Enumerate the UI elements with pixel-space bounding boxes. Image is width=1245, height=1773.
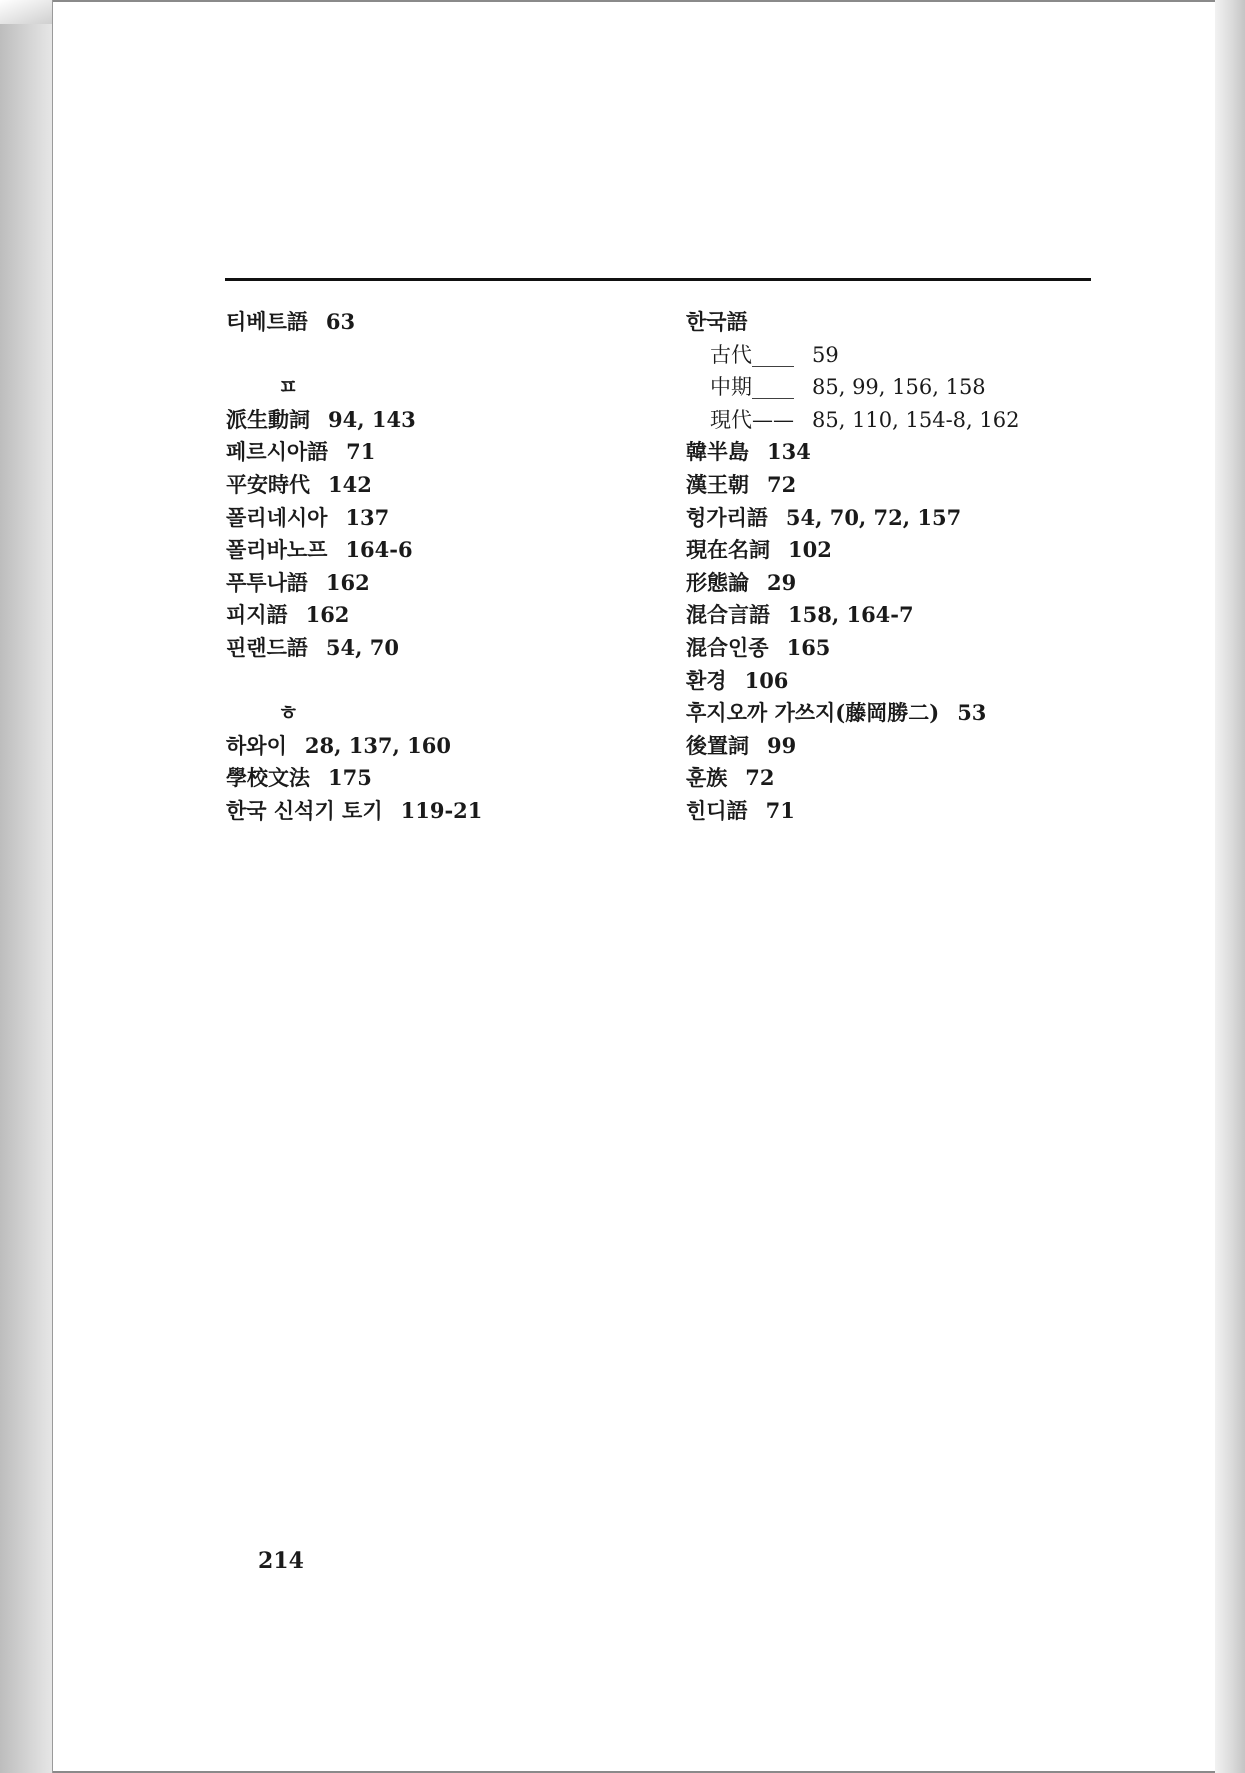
index-entry [226,599,646,632]
index-term: 환경 [686,667,727,693]
index-entry [686,599,1106,632]
index-entry [226,534,646,567]
index-page-refs: 162 [325,569,370,595]
index-entry [226,795,646,828]
index-term: 피지語 [226,602,288,628]
index-entry [226,502,646,535]
index-entry [226,730,646,763]
index-entry [686,502,1106,535]
index-entry [686,697,1106,730]
index-term: 한국 신석기 토기 [226,797,383,823]
index-term: 現代—— [710,407,794,432]
index-term: 티베트語 [226,309,308,334]
index-page-refs: 54, 70, 72, 157 [785,504,962,530]
index-term: 後置詞 [686,732,749,758]
index-term: 韓半島 [686,439,749,465]
index-spacer [226,665,646,698]
index-term: 派生動詞 [226,406,310,432]
index-term: 폴리바노프 [226,537,328,563]
index-term: 形態論 [686,569,749,595]
index-term: 폴리네시아 [226,504,328,530]
index-term: 學校文法 [226,765,310,791]
page-number: 214 [258,1548,304,1574]
index-entry [226,632,646,665]
index-term: 中期____ [710,375,794,400]
index-column-right [686,306,1106,828]
index-term: 古代____ [710,342,794,367]
index-term: 한국語 [686,309,748,334]
index-entry [226,762,646,795]
index-column-left [226,306,646,828]
index-page-refs: 102 [788,537,832,563]
index-page-refs: 85, 99, 156, 158 [812,375,986,400]
index-term: 混合言語 [686,602,770,628]
index-term: 平安時代 [226,471,310,497]
index-entry [226,436,646,469]
index-page-refs: 106 [744,667,789,693]
index-entry [686,436,1106,469]
index-entry [686,567,1106,600]
index-entry [686,665,1106,698]
index-page-refs: 137 [345,504,390,530]
index-section-heading: ㅍ [278,374,299,400]
index-page-refs: 99 [767,732,797,758]
index-page-refs: 59 [812,342,839,367]
index-term: 現在名詞 [686,537,770,563]
index-page-refs: 158, 164-7 [788,602,914,628]
index-section-heading: ㅎ [278,700,299,726]
index-term: 후지오까 가쓰지(藤岡勝二) [686,700,940,726]
page-edge-shadow [1215,0,1245,1773]
index-page-refs: 134 [767,439,811,465]
index-page-refs: 164-6 [345,537,413,563]
index-page-refs: 94, 143 [328,406,416,432]
index-page-refs: 71 [765,797,795,823]
index-page-refs: 142 [328,471,372,497]
index-page-refs: 119-21 [400,797,483,823]
index-subentry [686,371,1106,404]
index-page-refs: 53 [957,700,987,726]
index-term: 훈族 [686,765,728,791]
book-page [53,0,1215,1773]
index-page-refs: 63 [325,309,356,334]
index-term: 푸투나語 [226,569,308,595]
index-term: 하와이 [226,732,287,758]
index-entry [226,306,646,339]
index-page-refs: 28, 137, 160 [304,732,451,758]
index-page-refs: 175 [328,765,372,791]
index-page-refs: 71 [346,439,376,465]
header-rule [225,278,1091,281]
index-term: 混合인종 [686,634,769,660]
index-page-refs: 72 [767,471,797,497]
index-entry [686,632,1106,665]
spine-corner [0,0,52,24]
index-entry [686,730,1106,763]
index-term: 핀랜드語 [226,634,308,660]
index-page-refs: 85, 110, 154-8, 162 [812,407,1020,432]
index-page-refs: 54, 70 [325,634,399,660]
index-page-refs: 72 [745,765,775,791]
index-entry [686,469,1106,502]
index-subentry [686,404,1106,437]
index-entry [686,306,1106,339]
index-entry [686,795,1106,828]
book-spine [0,0,53,1773]
index-page-refs: 162 [305,602,350,628]
index-spacer [226,339,646,372]
index-term: 페르시아語 [226,439,329,465]
index-subentry [686,339,1106,372]
index-page-refs: 29 [767,569,797,595]
index-entry [686,534,1106,567]
index-term: 헝가리語 [686,504,768,530]
index-entry [686,762,1106,795]
index-page-refs: 165 [786,634,831,660]
index-term: 힌디語 [686,797,748,823]
index-entry [226,469,646,502]
index-entry [226,404,646,437]
index-entry [226,567,646,600]
index-term: 漢王朝 [686,471,749,497]
